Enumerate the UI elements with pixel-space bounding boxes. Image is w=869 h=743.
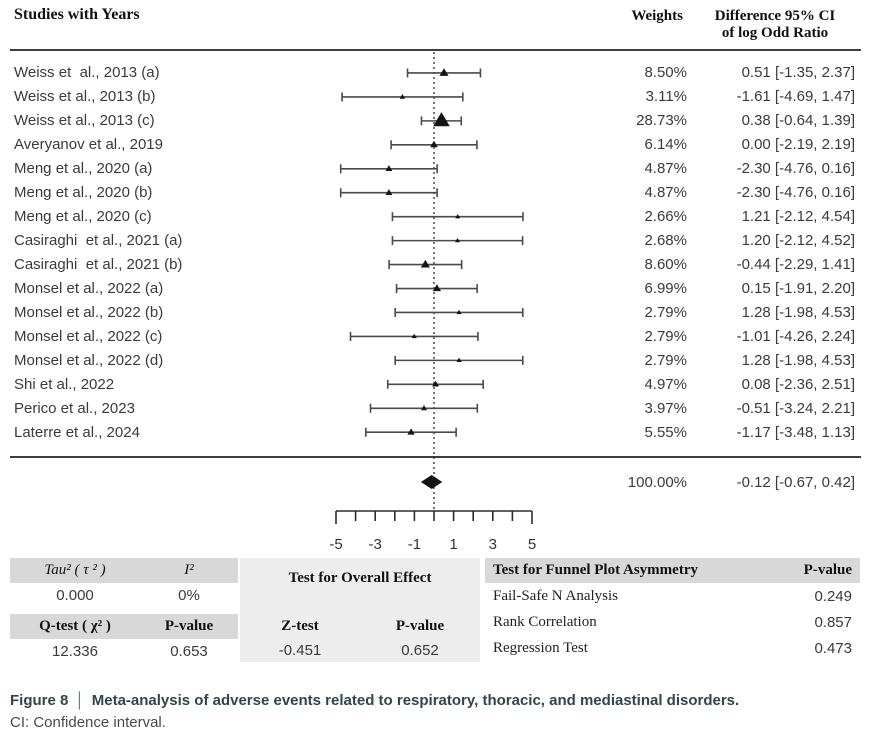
study-row: [0, 85, 869, 109]
column-header-studies: Studies with Years: [14, 6, 140, 23]
study-ci-text: 0.51 [-1.35, 2.37]: [741, 64, 855, 82]
study-row: [0, 157, 869, 181]
study-ci-text: 1.21 [-2.12, 4.54]: [741, 208, 855, 226]
study-weight: 3.97%: [644, 399, 687, 417]
study-label: Monsel et al., 2022 (b): [14, 303, 164, 321]
study-weight: 2.68%: [644, 232, 687, 250]
qtest-value: 12.336: [52, 643, 98, 660]
qtest-label: Q-test ( χ² ): [39, 618, 111, 634]
study-label: Monsel et al., 2022 (a): [14, 279, 164, 297]
caption-title: Meta-analysis of adverse events related to respiratory, thoracic, and mediastinal disorders.: [91, 692, 740, 709]
study-ci-text: -1.01 [-4.26, 2.24]: [736, 327, 855, 345]
ztest-value: -0.451: [278, 642, 322, 659]
funnel-header-row: [485, 558, 860, 583]
column-header-difference-line2: of log Odd Ratio: [721, 25, 829, 41]
study-weight: 2.79%: [644, 303, 687, 321]
study-ci-text: -2.30 [-4.76, 0.16]: [736, 160, 855, 178]
study-ci-text: 0.15 [-1.91, 2.20]: [741, 279, 855, 297]
overall-weight: 100.00%: [627, 473, 687, 491]
study-rows: [0, 61, 869, 444]
study-row: [0, 372, 869, 396]
ztest-pvalue-label: P-value: [395, 618, 445, 634]
study-ci-text: 1.20 [-2.12, 4.52]: [741, 232, 855, 250]
caption-line1: [10, 692, 859, 709]
x-axis-tick-label: 5: [527, 536, 537, 553]
study-ci-text: -0.44 [-2.29, 1.41]: [736, 255, 855, 273]
study-label: Perico et al., 2023: [14, 399, 135, 417]
study-label: Shi et al., 2022: [14, 375, 115, 393]
study-row: [0, 109, 869, 133]
study-weight: 4.87%: [644, 160, 687, 178]
study-ci-text: 1.28 [-1.98, 4.53]: [741, 351, 855, 369]
study-row: [0, 324, 869, 348]
funnel-rows: [485, 583, 860, 661]
column-header-weights: Weights: [631, 8, 683, 24]
heterogeneity-value-row: [10, 583, 238, 608]
study-ci-text: 1.28 [-1.98, 4.53]: [741, 303, 855, 321]
study-label: Meng et al., 2020 (b): [14, 184, 153, 202]
caption-note: CI: Confidence interval.: [10, 714, 166, 731]
study-row: [0, 133, 869, 157]
x-axis-tick-label: -3: [368, 536, 382, 553]
study-ci-text: -1.61 [-4.69, 1.47]: [736, 88, 855, 106]
study-weight: 28.73%: [636, 112, 687, 130]
study-row: [0, 61, 869, 85]
study-weight: 4.87%: [644, 184, 687, 202]
ztest-pvalue: 0.652: [401, 642, 439, 659]
study-row: [0, 420, 869, 444]
study-row: [0, 181, 869, 205]
study-label: Casiraghi et al., 2021 (a): [14, 232, 183, 250]
study-ci-text: 0.00 [-2.19, 2.19]: [741, 136, 855, 154]
study-label: Monsel et al., 2022 (c): [14, 327, 163, 345]
tau2-label: Tau² ( τ ² ): [44, 562, 106, 578]
study-ci-text: 0.38 [-0.64, 1.39]: [741, 112, 855, 130]
i2-value: 0%: [178, 587, 200, 604]
study-label: Meng et al., 2020 (a): [14, 160, 153, 178]
figure-caption: [10, 692, 859, 731]
funnel-row-value: 0.249: [814, 587, 852, 605]
study-weight: 5.55%: [644, 423, 687, 441]
heterogeneity-table: [10, 558, 238, 664]
study-weight: 6.14%: [644, 136, 687, 154]
study-label: Averyanov et al., 2019: [14, 136, 163, 154]
study-weight: 4.97%: [644, 375, 687, 393]
study-label: Laterre et al., 2024: [14, 423, 140, 441]
study-weight: 8.60%: [644, 255, 687, 273]
funnel-row: [485, 635, 860, 661]
study-label: Meng et al., 2020 (c): [14, 208, 152, 226]
overall-effect-title: Test for Overall Effect: [288, 570, 432, 586]
i2-label: I²: [184, 562, 194, 578]
study-row: [0, 276, 869, 300]
caption-figure-number: Figure 8: [10, 692, 69, 709]
column-header-difference-line1: Difference 95% CI: [714, 8, 836, 24]
x-axis-tick-label: 3: [488, 536, 497, 553]
study-ci-text: -1.17 [-3.48, 1.13]: [736, 423, 855, 441]
study-label: Casiraghi et al., 2021 (b): [14, 255, 183, 273]
ztest-label: Z-test: [281, 618, 319, 634]
overall-row: [0, 470, 869, 494]
qtest-header-row: [10, 614, 238, 639]
funnel-row-label: Rank Correlation: [493, 613, 597, 630]
study-weight: 6.99%: [644, 279, 687, 297]
study-row: [0, 205, 869, 229]
study-label: Monsel et al., 2022 (d): [14, 351, 164, 369]
study-row: [0, 229, 869, 253]
study-ci-text: -0.51 [-3.24, 2.21]: [736, 399, 855, 417]
overall-effect-table: [240, 558, 480, 662]
heterogeneity-header-row: [10, 558, 238, 583]
funnel-row-value: 0.857: [814, 613, 852, 631]
column-header-difference: [691, 8, 859, 42]
qtest-pvalue-label: P-value: [164, 618, 214, 634]
study-ci-text: -2.30 [-4.76, 0.16]: [736, 184, 855, 202]
caption-separator: │: [75, 692, 85, 709]
funnel-row-label: Fail-Safe N Analysis: [493, 587, 618, 604]
qtest-pvalue: 0.653: [170, 643, 208, 660]
funnel-row: [485, 609, 860, 635]
qtest-value-row: [10, 639, 238, 664]
study-weight: 2.79%: [644, 327, 687, 345]
funnel-asymmetry-table: [485, 558, 860, 661]
study-row: [0, 348, 869, 372]
overall-effect-value-row: [240, 642, 480, 659]
study-label: Weiss et al., 2013 (a): [14, 64, 160, 82]
x-axis-tick-label: -1: [407, 536, 422, 553]
overall-ci-text: -0.12 [-0.67, 0.42]: [736, 473, 855, 491]
tau2-value: 0.000: [56, 587, 94, 604]
funnel-title: Test for Funnel Plot Asymmetry: [493, 562, 698, 578]
study-weight: 2.79%: [644, 351, 687, 369]
funnel-row-value: 0.473: [814, 639, 852, 657]
overall-effect-header-row: [240, 618, 480, 635]
x-axis-tick-label: 1: [449, 536, 458, 553]
x-axis-tick-label: -5: [329, 536, 343, 553]
funnel-row: [485, 583, 860, 609]
funnel-pvalue-label: P-value: [803, 562, 852, 578]
study-weight: 3.11%: [645, 88, 687, 106]
study-weight: 8.50%: [644, 64, 687, 82]
study-weight: 2.66%: [644, 208, 687, 226]
study-ci-text: 0.08 [-2.36, 2.51]: [741, 375, 855, 393]
study-label: Weiss et al., 2013 (b): [14, 88, 156, 106]
study-row: [0, 253, 869, 277]
funnel-row-label: Regression Test: [493, 639, 588, 656]
study-row: [0, 300, 869, 324]
study-label: Weiss et al., 2013 (c): [14, 112, 155, 130]
study-row: [0, 396, 869, 420]
